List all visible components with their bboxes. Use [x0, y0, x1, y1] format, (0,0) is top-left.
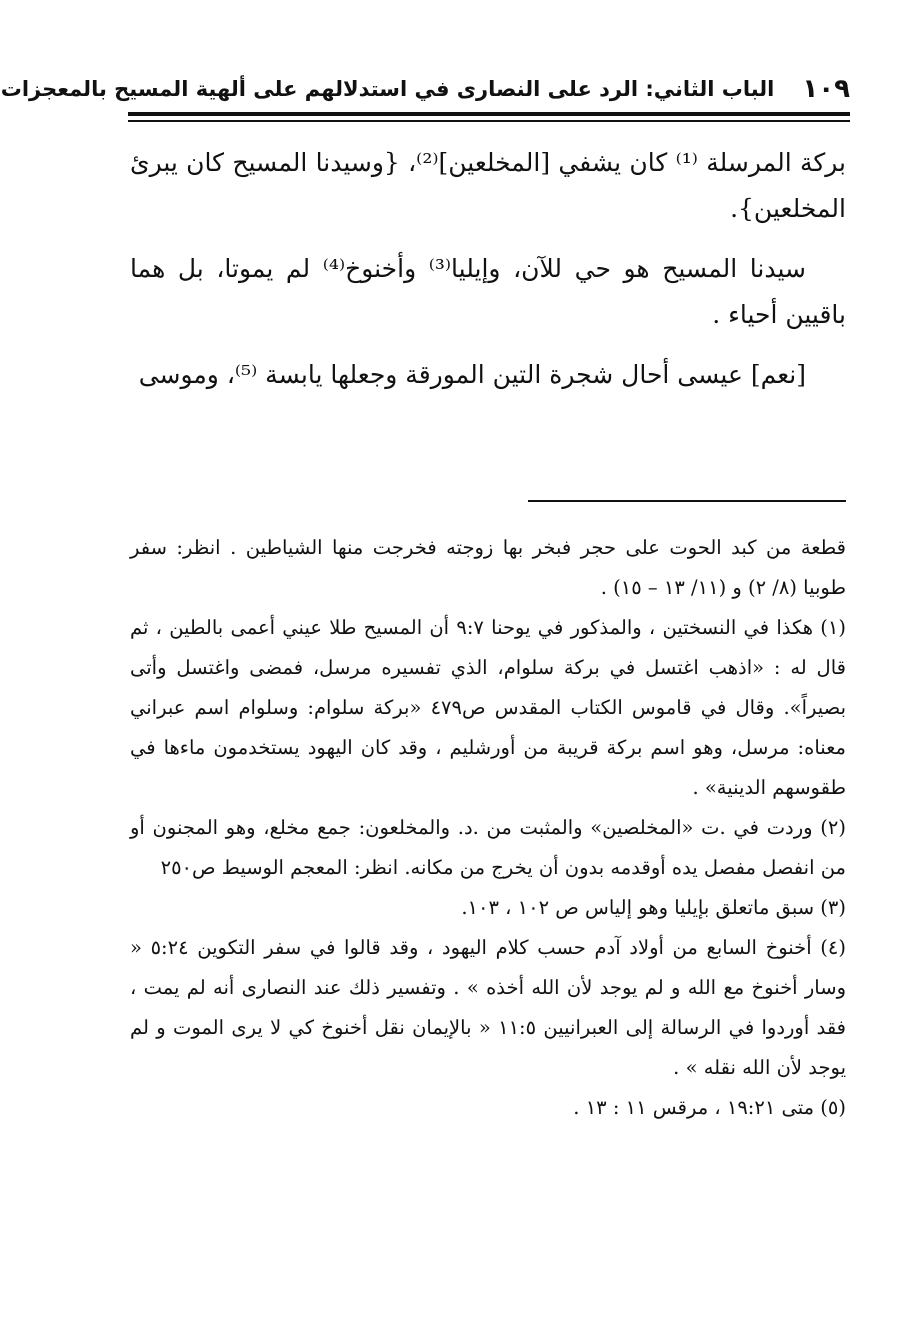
- main-paragraph: [نعم] عيسى أحال شجرة التين المورقة وجعلها يابسة ⁽⁵⁾، وموسى: [138, 360, 806, 389]
- header-rule-thick: [128, 112, 850, 116]
- footnote-4: (٤) أخنوخ السابع من أولاد آدم حسب كلام اليهود ، وقد قالوا في سفر التكوين ٥:٢٤ « وسار أخنوخ مع الله و لم يوجد لأن الله أخذه » . وتفسير ذلك عند النصارى أنه لم يمت ، فقد أوردوا في الرسالة إلى العبرانيين ١١:٥ « بالإيمان نقل أخنوخ كي لا يرى الموت و لم يوجد لأن الله نقله » .: [130, 936, 847, 1079]
- page-header: [0, 70, 850, 108]
- footnotes: [130, 528, 846, 1128]
- footnote-5: (٥) متى ١٩:٢١ ، مرقس ١١ : ١٣ .: [573, 1096, 846, 1119]
- main-paragraph: سيدنا المسيح هو حي للآن، وإيليا⁽³⁾ وأخنوخ⁽⁴⁾ لم يموتا، بل هما باقيين أحياء .: [130, 254, 846, 329]
- footnote-continuation: قطعة من كبد الحوت على حجر فبخر بها زوجته فخرجت منها الشياطين . انظر: سفر طوبيا (٨/ ٢) و (١١/ ١٣ – ١٥) .: [130, 536, 846, 599]
- main-text: [130, 140, 846, 412]
- page-number: ١٠٩: [802, 74, 850, 104]
- footnote-1: (١) هكذا في النسختين ، والمذكور في يوحنا ٩:٧ أن المسيح طلا عيني أعمى بالطين ، ثم قال له : «اذهب اغتسل في بركة سلوام، الذي تفسيره مرسل، فمضى واغتسل وأتى بصيراً». وقال في قاموس الكتاب المقدس ص٤٧٩ «بركة سلوام: وسلوام اسم عبراني معناه: مرسل، وهو اسم بركة قريبة من أورشليم ، وقد كان اليهود يستخدمون ماءها في طقوسهم الدينية» .: [130, 616, 847, 799]
- main-paragraph: بركة المرسلة ⁽¹⁾ كان يشفي [المخلعين]⁽²⁾، {وسيدنا المسيح كان يبرئ المخلعين}.: [130, 148, 846, 223]
- header-rule-thin: [128, 120, 850, 122]
- footnote-separator: [528, 500, 846, 502]
- footnote-2: (٢) وردت في .ت «المخلصين» والمثبت من .د. والمخلعون: جمع مخلع، وهو المجنون أو من انفصل مفصل يده أوقدمه بدون أن يخرج من مكانه. انظر: المعجم الوسيط ص٢٥٠: [130, 816, 846, 879]
- footnote-3: (٣) سبق ماتعلق بإيليا وهو إلياس ص ١٠٢ ، ١٠٣.: [461, 896, 846, 919]
- running-head: الباب الثاني: الرد على النصارى في استدلالهم على ألهية المسيح بالمعجزات: [0, 77, 775, 101]
